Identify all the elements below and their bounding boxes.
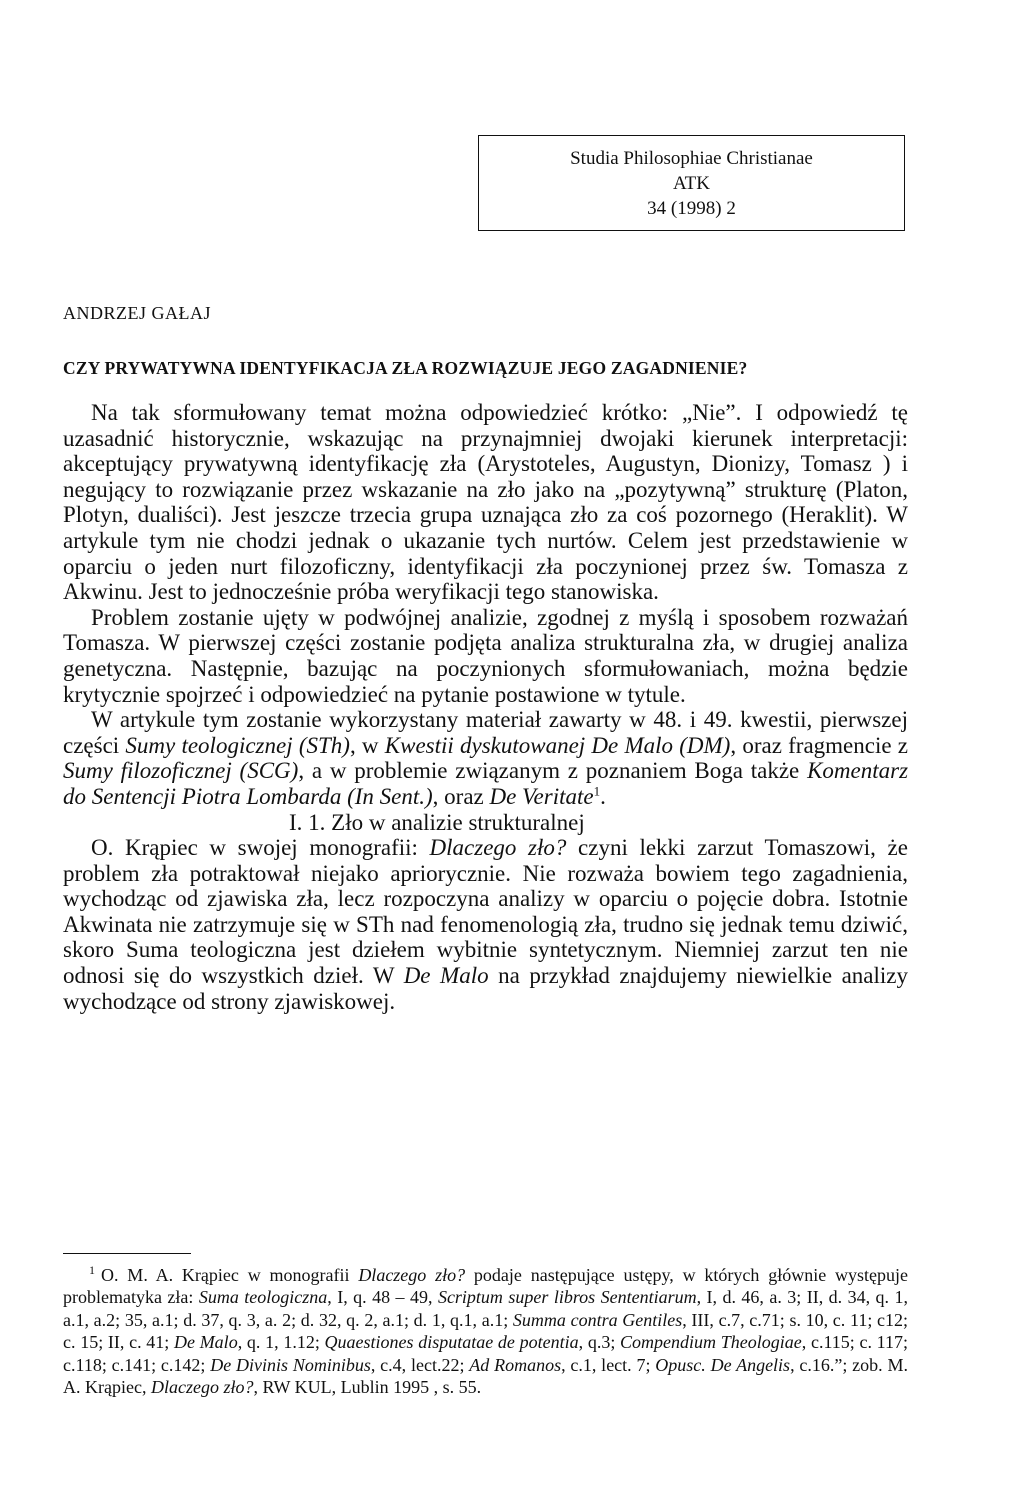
footnote-mark: 1 [89, 1263, 95, 1277]
article-author: ANDRZEJ GAŁAJ [63, 303, 211, 323]
journal-name: Studia Philosophiae Christianae [570, 148, 813, 169]
footnote-1: $^1$ O. M. A. Krąpiec w monografii Dlaczego zło? podaje następujące ustępy, w których głównie występuje problematyka zła: Suma teologiczna, I, q. 48 – 49, Scriptum super libros Sententiarum, I, d. 46, a. 3; II, d. 34, q. 1, a.1, a.2; 35, a.1; d. 37, q. 3, a. 2; d. 32, q. 2, a.1; d. 1, q.1, a.1; Summa contra Gentiles, III, c.7, c.71; s. 10, c. 11; c12; c. 15; II, c. 41; De Malo, q. 1, 1.12; Quaestiones disputatae de potentia, q.3; Compendium Theologiae, c.115; c. 117; c.118; c.141; c.142; De Divinis Nominibus, c.4, lect.22; Ad Romanos, c.1, lect. 7; Opusc. De Angelis, c.16.”; zob. M. A. Krąpiec, Dlaczego zło?, RW KUL, Lublin 1995 , s. 55. [63, 1263, 909, 1398]
footnote-divider [63, 1253, 191, 1254]
journal-info-box [478, 135, 905, 231]
journal-publisher: ATK [673, 173, 710, 194]
paragraph-sources: W artykule tym zostanie wykorzystany materiał zawarty w 48. i 49. kwestii, pierwszej części Sumy teologicznej (STh), w Kwestii dyskutowanej De Malo (DM), oraz fragmencie z Sumy filozoficznej (SCG), a w problemie związanym z poznaniem Boga także Komentarz do Sentencji Piotra Lombarda (In Sent.), oraz De Veritate$^1$. [63, 707, 909, 809]
paragraph-intro: Na tak sformułowany temat można odpowiedzieć krótko: „Nie”. I odpowiedź tę uzasadnić historycznie, wskazując na przynajmniej dwojaki kierunek interpretacji: akceptujący prywatywną identyfikację zła (Arystoteles, Augustyn, Dionizy, Tomasz ) i negujący to rozwiązanie przez wskazanie na zło jako na „pozytywną” strukturę (Platon, Plotyn, dualiści). Jest jeszcze trzecia grupa uznająca zło za coś pozornego (Heraklit). W artykule tym nie chodzi jednak o ukazanie tych nurtów. Celem jest przedstawienie w oparciu o jeden nurt filozoficzny, identyfikacji zła poczynionej przez św. Tomasza z Akwinu. Jest to jednocześnie próba weryfikacji tego stanowiska. [63, 400, 908, 605]
article-title: CZY PRYWATYWNA IDENTYFIKACJA ZŁA ROZWIĄZUJE JEGO ZAGADNIENIE? [63, 358, 748, 378]
footnote-reference[interactable]: 1 [593, 783, 601, 799]
journal-issue: 34 (1998) 2 [647, 198, 736, 219]
paragraph-structural: O. Krąpiec w swojej monografii: Dlaczego zło? czyni lekki zarzut Tomaszowi, że problem zła potraktował niejako apriorycznie. Nie rozważa bowiem tego zagadnienia, wychodząc od zjawiska zła, lecz rozpoczyna analizy w oparciu o pojęcie dobra. Istotnie Akwinata nie zatrzymuje się w STh nad fenomenologią zła, trudno się jednak temu dziwić, skoro Suma teologiczna jest dziełem wybitnie syntetycznym. Niemniej zarzut ten nie odnosi się do wszystkich dzieł. W De Malo na przykład znajdujemy niewielkie analizy wychodzące od strony zjawiskowej. [63, 835, 908, 1014]
paragraph-method: Problem zostanie ujęty w podwójnej analizie, zgodnej z myślą i sposobem rozważań Tomasza. W pierwszej części zostanie podjęta analiza strukturalna zła, w drugiej analiza genetyczna. Następnie, bazując na poczynionych sformułowaniach, można będzie krytycznie spojrzeć i odpowiedzieć na pytanie postawione w tytule. [63, 604, 908, 707]
section-heading: I. 1. Zło w analizie strukturalnej [289, 809, 585, 835]
article-body [63, 400, 908, 1014]
